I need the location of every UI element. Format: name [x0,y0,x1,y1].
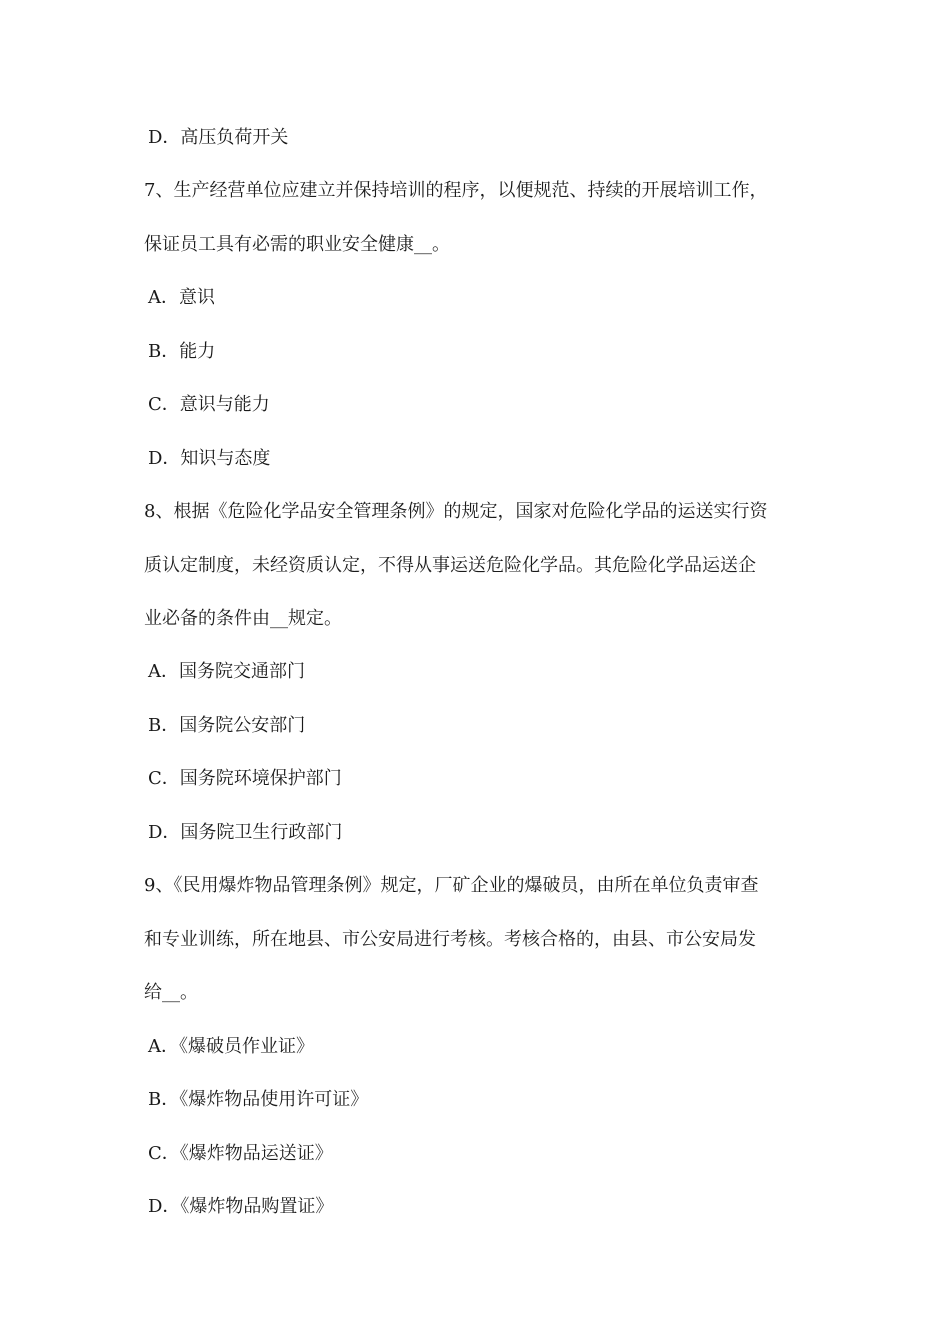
question-7-line-2: 保证员工具有必需的职业安全健康__。 [144,234,450,255]
question-8-line-2: 质认定制度，未经资质认定，不得从事运送危险化学品。其危险化学品运送企 [144,555,756,576]
option-9a: A．《爆破员作业证》 [148,1036,314,1057]
option-8d: D．国务院卫生行政部门 [148,822,343,843]
question-9-line-2: 和专业训练，所在地县、市公安局进行考核。考核合格的，由县、市公安局发 [144,929,756,950]
option-8b: B．国务院公安部门 [148,715,306,736]
option-8c: C．国务院环境保护部门 [148,768,342,789]
question-8-line-1: 8、根据《危险化学品安全管理条例》的规定，国家对危险化学品的运送实行资 [144,501,768,522]
question-9-line-1: 9、《民用爆炸物品管理条例》规定，厂矿企业的爆破员，由所在单位负责审查 [144,875,759,896]
option-7c: C．意识与能力 [148,394,270,415]
option-9d: D．《爆炸物品购置证》 [148,1196,334,1217]
option-8a: A．国务院交通部门 [148,661,305,682]
option-7d: D．知识与态度 [148,448,271,469]
question-9-line-3: 给__。 [144,982,198,1003]
option-7a: A．意识 [148,287,215,308]
option-7b: B．能力 [148,341,216,362]
question-8-line-3: 业必备的条件由__规定。 [144,608,342,629]
option-9c: C．《爆炸物品运送证》 [148,1143,333,1164]
option-6d: D．高压负荷开关 [148,127,289,148]
question-7-line-1: 7、生产经营单位应建立并保持培训的程序，以便规范、持续的开展培训工作， [144,180,768,201]
option-9b: B．《爆炸物品使用许可证》 [148,1089,369,1110]
